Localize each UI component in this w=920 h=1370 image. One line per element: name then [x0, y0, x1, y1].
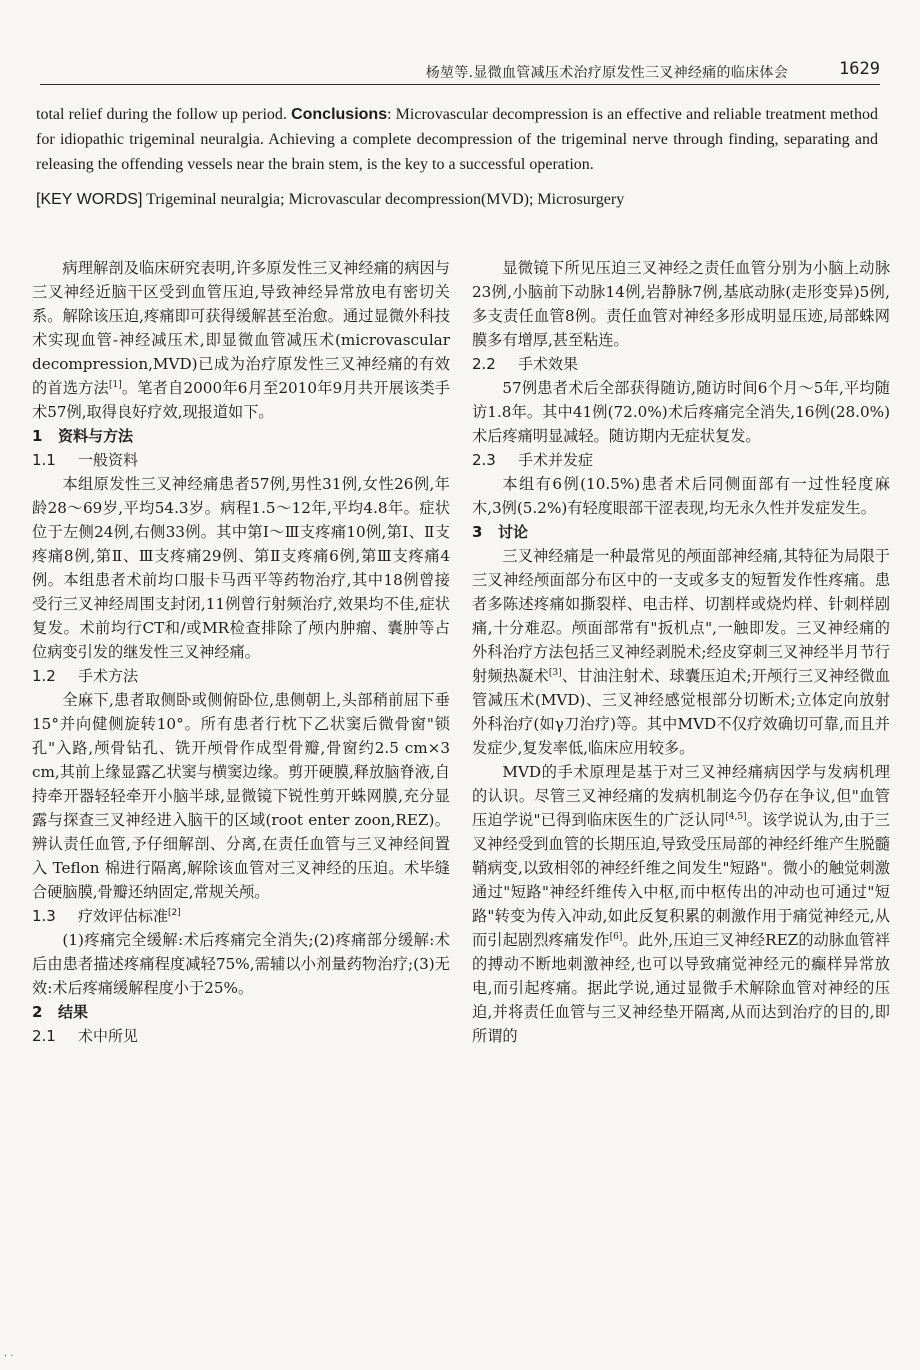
- key-words-label: [KEY WORDS]: [36, 191, 143, 208]
- running-header: [40, 58, 880, 85]
- citation: [4,5]: [725, 811, 747, 822]
- subsection-heading: 2.3 手术并发症: [472, 451, 594, 469]
- subsection-heading: 1.1 一般资料: [32, 451, 139, 469]
- english-abstract: [36, 102, 878, 212]
- page-number: 1629: [839, 59, 880, 79]
- body-paragraph: 本组有6例(10.5%)患者术后同侧面部有一过性轻度麻木,3例(5.2%)有轻度眼部干涩表现,均无永久性并发症发生。: [472, 475, 890, 517]
- body-paragraph: 全麻下,患者取侧卧或侧俯卧位,患侧朝上,头部稍前屈下垂15°并向健侧旋转10°。所有患者行枕下乙状窦后微骨窗"锁孔"入路,颅骨钻孔、铣开颅骨作成型骨瓣,骨窗约2.5 cm×3 cm,其前上缘显露乙状窦与横窦边缘。剪开硬膜,释放脑脊液,自持牵开器轻轻牵开小脑半球,显微镜下锐性剪开蛛网膜,充分显露与探查三叉神经进入脑干的区域(root enter zoon,REZ)。辨认责任血管,予仔细解剖、分离,在责任血管与三叉神经间置入 Teflon 棉进行隔离,解除该血管对三叉神经的压迫。术毕缝合硬脑膜,骨瓣还纳固定,常规关颅。: [32, 691, 450, 901]
- citation: [1]: [108, 379, 122, 390]
- right-column: [472, 256, 890, 1048]
- section-heading: 2 结果: [32, 1003, 89, 1021]
- body-paragraph: (1)疼痛完全缓解:术后疼痛完全消失;(2)疼痛部分缓解:术后由患者描述疼痛程度减轻75%,需辅以小剂量药物治疗;(3)无效:术后疼痛缓解程度小于25%。: [32, 931, 450, 997]
- citation: [6]: [609, 931, 623, 942]
- key-words: [KEY WORDS] Trigeminal neuralgia; Microvascular decompression(MVD); Microsurgery: [36, 191, 625, 208]
- subsection-heading: 2.1 术中所见: [32, 1027, 139, 1045]
- discussion-paragraph: MVD的手术原理是基于对三叉神经痛病因学与发病机理的认识。尽管三叉神经痛的发病机制迄今仍存在争议,但"血管压迫学说"已得到临床医生的广泛认同[4,5]。该学说认为,由于三叉神经受到血管的长期压迫,导致受压局部的神经纤维产生脱髓鞘病变,以致相邻的神经纤维之间发生"短路"。微小的触觉刺激通过"短路"神经纤维传入中枢,而中枢传出的冲动也可通过"短路"转变为传入冲动,如此反复积累的刺激作用于痛觉神经元,从而引起剧烈疼痛发作[6]。此外,压迫三叉神经REZ的动脉血管袢的搏动不断地刺激神经,也可以导致痛觉神经元的癫样异常放电,而引起疼痛。据此学说,通过显微手术解除血管对神经的压迫,并将责任血管与三叉神经垫开隔离,从而达到治疗的目的,即所谓的: [472, 763, 890, 1045]
- scan-artifact: · ·: [4, 1351, 14, 1362]
- citation: [2]: [168, 908, 181, 918]
- abstract-conclusions: total relief during the follow up period. Conclusions: Microvascular decompression is an effective and reliable treatment method for idiopathic trigeminal neuralgia. Achieving a complete decompression of the trigeminal nerve through finding, separating and releasing the offending vessels near the brain stem, is the key to a successful operation.: [36, 106, 879, 173]
- citation: [3]: [548, 667, 562, 678]
- body-paragraph: 显微镜下所见压迫三叉神经之责任血管分别为小脑上动脉23例,小脑前下动脉14例,岩静脉7例,基底动脉(走形变异)5例,多支责任血管8例。责任血管对神经多形成明显压迹,局部蛛网膜多有增厚,甚至粘连。: [472, 259, 890, 349]
- body-paragraph: 57例患者术后全部获得随访,随访时间6个月～5年,平均随访1.8年。其中41例(72.0%)术后疼痛完全消失,16例(28.0%)术后疼痛明显减轻。随访期内无症状复发。: [472, 379, 890, 445]
- conclusions-label: Conclusions: [291, 106, 388, 123]
- section-heading: 1 资料与方法: [32, 427, 134, 445]
- section-heading: 3 讨论: [472, 523, 529, 541]
- intro-paragraph: 病理解剖及临床研究表明,许多原发性三叉神经痛的病因与三叉神经近脑干区受到血管压迫,导致神经异常放电有密切关系。解除该压迫,疼痛即可获得缓解甚至治愈。通过显微外科技术实现血管-神经减压术,即显微血管减压术(microvascular decompression,MVD)已成为治疗原发性三叉神经痛的有效的首选方法[1]。笔者自2000年6月至2010年9月共开展该类手术57例,取得良好疗效,现报道如下。: [32, 259, 450, 421]
- discussion-paragraph: 三叉神经痛是一种最常见的颅面部神经痛,其特征为局限于三叉神经颅面部分布区中的一支或多支的短暂发作性疼痛。患者多陈述疼痛如撕裂样、电击样、切割样或烧灼样、针刺样剧痛,十分难忍。颅面部常有"扳机点",一触即发。三叉神经痛的外科治疗方法包括三叉神经剥脱术;经皮穿刺三叉神经半月节行射频热凝术[3]、甘油注射术、球囊压迫术;开颅行三叉神经微血管减压术(MVD)、三叉神经感觉根部分切断术;立体定向放射外科治疗(如γ刀治疗)等。其中MVD不仅疗效确切可靠,而且并发症少,复发率低,临床应用较多。: [472, 547, 891, 757]
- left-column: [32, 256, 450, 1048]
- running-title: 杨堃等.显微血管减压术治疗原发性三叉神经痛的临床体会: [425, 65, 788, 81]
- subsection-heading: 2.2 手术效果: [472, 355, 579, 373]
- body-paragraph: 本组原发性三叉神经痛患者57例,男性31例,女性26例,年龄28～69岁,平均54.3岁。病程1.5～12年,平均4.8年。症状位于左侧24例,右侧33例。其中第Ⅰ～Ⅲ支疼痛10例,第Ⅰ、Ⅱ支疼痛8例,第Ⅱ、Ⅲ支疼痛29例、第Ⅱ支疼痛6例,第Ⅲ支疼痛4例。本组患者术前均口服卡马西平等药物治疗,其中18例曾接受行三叉神经周围支封闭,11例曾行射频治疗,效果均不佳,症状复发。术前均行CT和/或MR检查排除了颅内肿瘤、囊肿等占位病变引发的继发性三叉神经痛。: [32, 475, 450, 661]
- subsection-heading: 1.3 疗效评估标准[2]: [32, 907, 181, 925]
- subsection-heading: 1.2 手术方法: [32, 667, 139, 685]
